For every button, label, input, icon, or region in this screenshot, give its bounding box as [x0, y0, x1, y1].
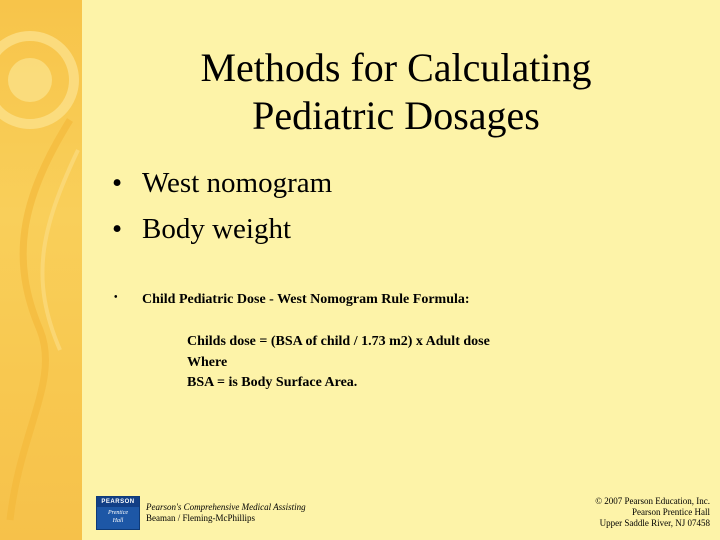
logo-imprint-line-2: Hall: [112, 518, 124, 524]
bullet-list: [112, 160, 332, 252]
title-line-2: Pediatric Dosages: [252, 93, 540, 138]
book-title: Pearson's Comprehensive Medical Assisting: [146, 502, 306, 512]
footer-copyright: [595, 496, 710, 529]
bullet-dot: •: [112, 213, 123, 245]
list-item: [112, 206, 332, 252]
slide-title: [82, 44, 710, 140]
title-line-1: Methods for Calculating: [200, 45, 592, 90]
bullet-dot: •: [114, 292, 118, 303]
formula-definition: BSA = is Body Surface Area.: [187, 375, 358, 390]
formula-block: [187, 332, 490, 394]
formula-line: Childs dose = (BSA of child / 1.73 m2) x Adult dose: [187, 334, 490, 349]
copyright-line-2: Pearson Prentice Hall: [632, 507, 710, 517]
logo-imprint: [97, 509, 139, 527]
book-authors: Beaman / Fleming-McPhillips: [146, 513, 255, 523]
list-item: [112, 160, 332, 206]
bullet-dot: •: [112, 167, 123, 199]
bullet-text: West nomogram: [142, 167, 333, 199]
stethoscope-icon: [0, 0, 82, 540]
formula-where: Where: [187, 354, 228, 370]
publisher-logo: [96, 496, 140, 530]
side-decoration-band: [0, 0, 82, 540]
logo-imprint-line-1: Prentice: [107, 510, 129, 516]
logo-wordmark: PEARSON: [97, 497, 139, 507]
copyright-line-1: © 2007 Pearson Education, Inc.: [595, 496, 710, 506]
copyright-line-3: Upper Saddle River, NJ 07458: [599, 518, 710, 528]
formula-heading: Child Pediatric Dose - West Nomogram Rule Formula:: [142, 292, 470, 307]
footer-book-info: [146, 502, 306, 524]
bullet-text: Body weight: [142, 213, 292, 245]
